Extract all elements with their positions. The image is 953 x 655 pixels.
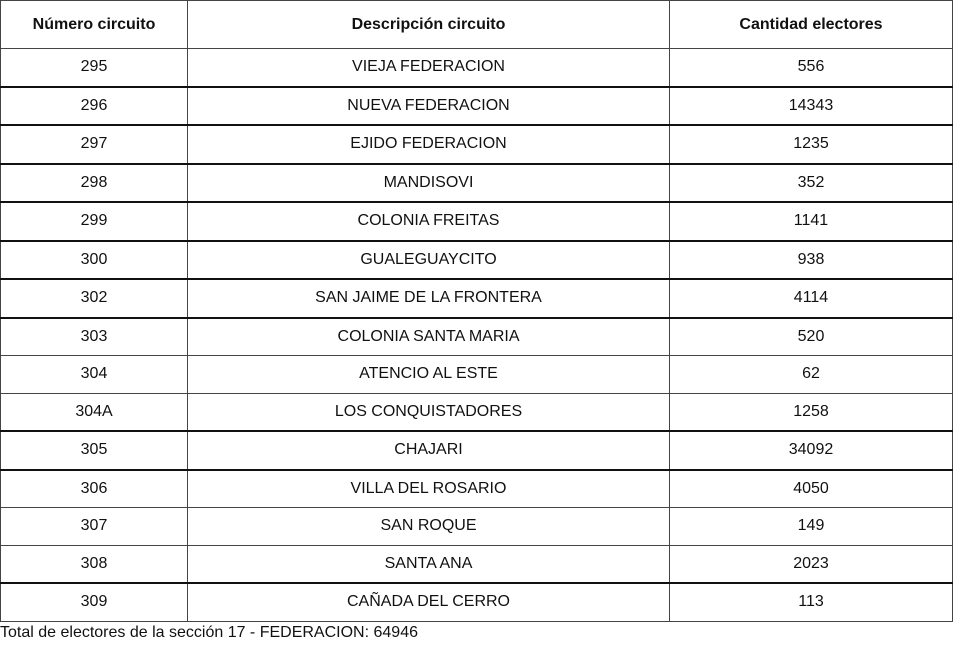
table-row [1,279,953,318]
circuit-number-cell: 306 [1,470,188,508]
circuit-number-cell: 304 [1,356,188,394]
circuit-description-cell: VILLA DEL ROSARIO [188,470,670,508]
circuit-number-cell: 297 [1,125,188,164]
voter-count-cell: 4050 [670,470,953,508]
voter-count-cell: 1235 [670,125,953,164]
voter-count-cell: 2023 [670,545,953,583]
circuit-number-cell: 305 [1,431,188,470]
header-circuit-description: Descripción circuito [188,1,670,49]
voter-count-cell: 149 [670,508,953,546]
voter-count-cell: 520 [670,318,953,356]
table-row [1,393,953,431]
table-row [1,545,953,583]
circuit-description-cell: MANDISOVI [188,164,670,203]
table-row [1,125,953,164]
circuit-description-cell: SANTA ANA [188,545,670,583]
circuit-number-cell: 308 [1,545,188,583]
table-row [1,87,953,126]
circuit-description-cell: CAÑADA DEL CERRO [188,583,670,621]
circuit-number-cell: 303 [1,318,188,356]
table-row [1,356,953,394]
circuit-description-cell: VIEJA FEDERACION [188,49,670,87]
circuit-description-cell: NUEVA FEDERACION [188,87,670,126]
table-row [1,202,953,241]
voter-count-cell: 4114 [670,279,953,318]
circuit-number-cell: 307 [1,508,188,546]
circuit-description-cell: GUALEGUAYCITO [188,241,670,280]
table-row [1,49,953,87]
section-total: Total de electores de la sección 17 - FEDERACION: 64946 [0,624,418,641]
circuit-description-cell: EJIDO FEDERACION [188,125,670,164]
circuit-description-cell: ATENCIO AL ESTE [188,356,670,394]
voter-count-cell: 14343 [670,87,953,126]
table-row [1,431,953,470]
circuit-number-cell: 304A [1,393,188,431]
circuit-number-cell: 309 [1,583,188,621]
voter-count-cell: 938 [670,241,953,280]
circuit-description-cell: SAN ROQUE [188,508,670,546]
voter-count-cell: 34092 [670,431,953,470]
table-row [1,508,953,546]
table-row [1,241,953,280]
circuit-description-cell: LOS CONQUISTADORES [188,393,670,431]
table-row [1,164,953,203]
circuit-number-cell: 299 [1,202,188,241]
voter-count-cell: 62 [670,356,953,394]
header-voter-count: Cantidad electores [670,1,953,49]
table-row [1,583,953,621]
circuit-number-cell: 298 [1,164,188,203]
circuit-number-cell: 300 [1,241,188,280]
circuit-description-cell: COLONIA FREITAS [188,202,670,241]
table-row [1,318,953,356]
circuit-number-cell: 296 [1,87,188,126]
circuit-number-cell: 302 [1,279,188,318]
voter-count-cell: 113 [670,583,953,621]
circuit-number-cell: 295 [1,49,188,87]
circuit-description-cell: CHAJARI [188,431,670,470]
voter-count-cell: 1141 [670,202,953,241]
circuit-description-cell: COLONIA SANTA MARIA [188,318,670,356]
voter-count-cell: 352 [670,164,953,203]
table-header-row [1,1,953,49]
table-row [1,470,953,508]
voter-count-cell: 1258 [670,393,953,431]
circuit-description-cell: SAN JAIME DE LA FRONTERA [188,279,670,318]
header-circuit-number: Número circuito [1,1,188,49]
table-body [1,49,953,622]
voter-count-cell: 556 [670,49,953,87]
